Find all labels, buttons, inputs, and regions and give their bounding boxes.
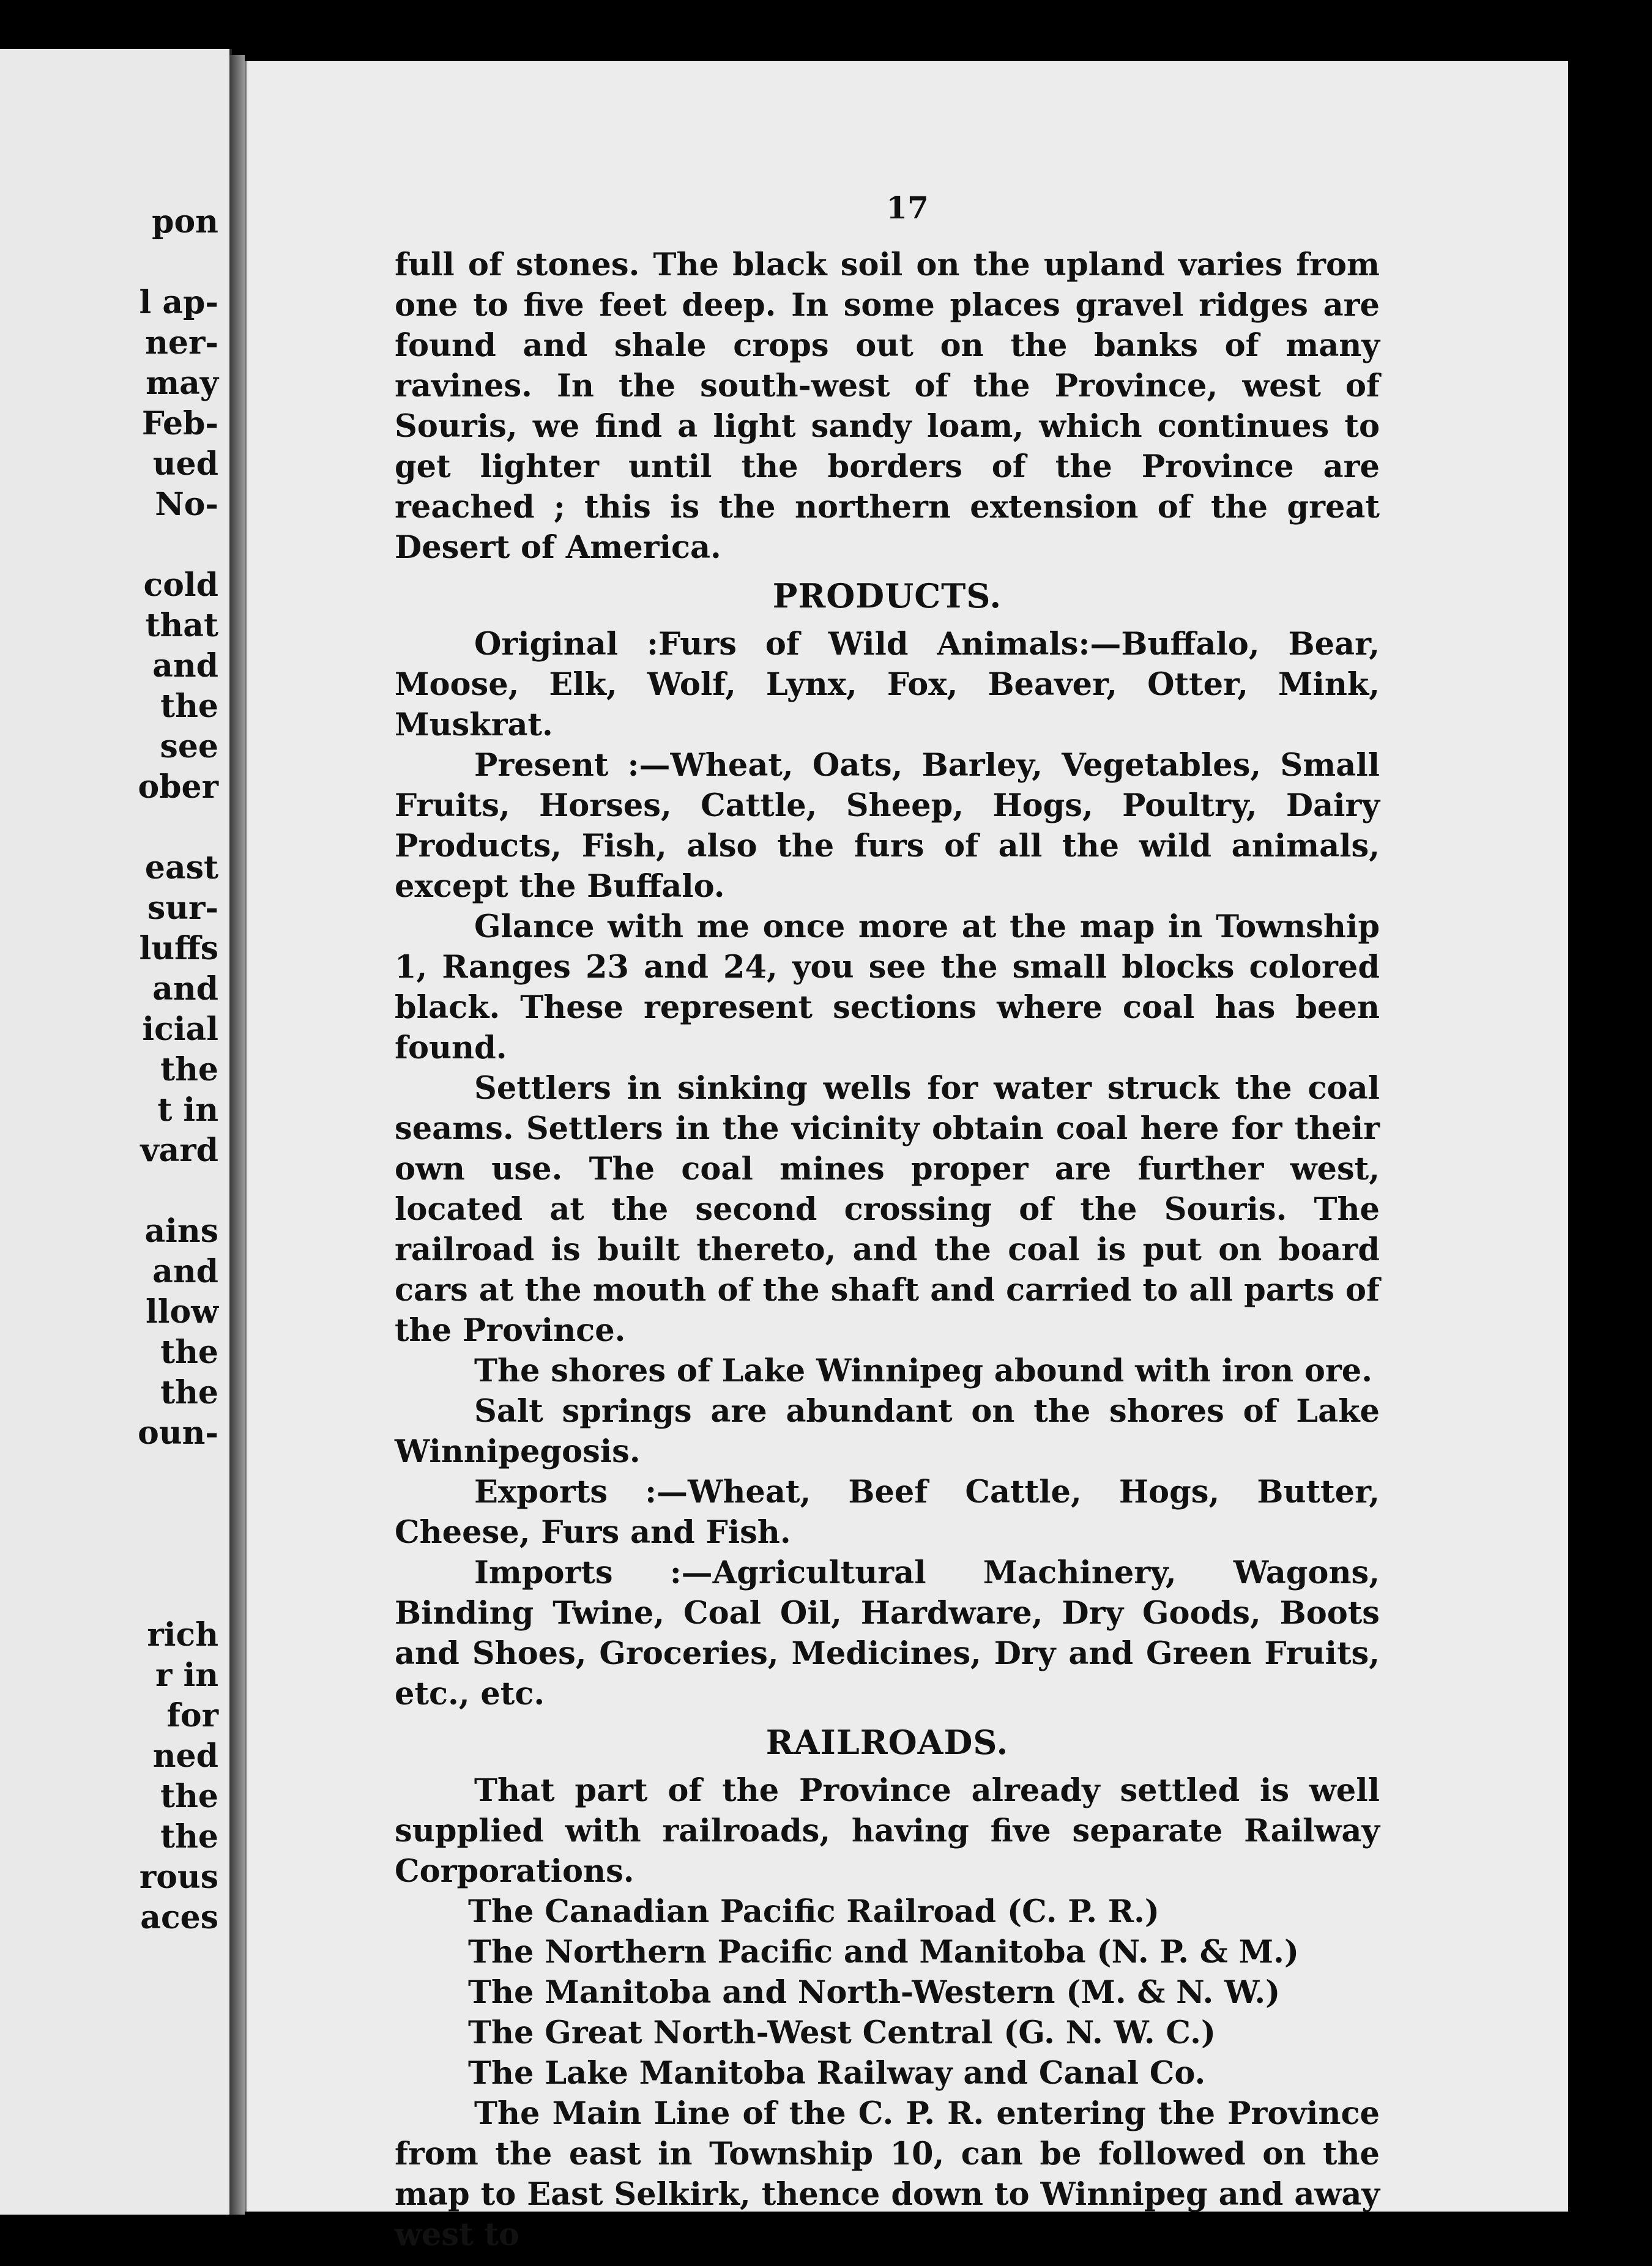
left-page-fragment: sur- xyxy=(147,890,218,927)
products-present: Present :—Wheat, Oats, Barley, Vegetables, Small Fruits, Horses, Cattle, Sheep, Hogs, Poultry, Dairy Products, Fish, also the furs of all the wild animals, except the Buffalo. xyxy=(395,747,1380,905)
left-page-fragment: may xyxy=(146,365,218,402)
left-page-fragment: r in xyxy=(155,1657,218,1694)
left-page-fragment: ains xyxy=(144,1213,218,1250)
left-page-fragment: the xyxy=(160,1334,218,1371)
products-original: Original :Furs of Wild Animals:—Buffalo, Bear, Moose, Elk, Wolf, Lynx, Fox, Beaver, Otter, Mink, Muskrat. xyxy=(395,626,1380,743)
left-page-fragment: for xyxy=(166,1697,218,1734)
book-gutter xyxy=(229,55,245,2215)
left-page-fragment: cold xyxy=(143,566,218,604)
left-page-fragment: and xyxy=(152,1253,218,1290)
left-page-fragment: see xyxy=(160,728,218,765)
left-page-fragment xyxy=(0,1454,229,1494)
left-page-fragment xyxy=(0,1575,229,1615)
left-page-fragment: vard xyxy=(140,1132,218,1169)
left-page-fragments xyxy=(0,202,229,1938)
page-number: 17 xyxy=(886,190,929,226)
left-page-fragment: llow xyxy=(146,1293,218,1331)
coal-map-paragraph: Glance with me once more at the map in Township 1, Ranges 23 and 24, you see the small blocks colored black. These represent sections where coal has been found. xyxy=(395,908,1380,1066)
left-page-fragment: icial xyxy=(142,1011,218,1048)
left-page-fragment: rich xyxy=(147,1616,218,1654)
left-page-fragment: luffs xyxy=(139,930,218,967)
left-page-fragment: No- xyxy=(155,486,218,523)
railway-list xyxy=(395,1892,1380,2093)
left-page-fragment xyxy=(0,1171,229,1211)
left-page-fragment: ned xyxy=(152,1737,218,1775)
left-page-fragment: rous xyxy=(139,1859,218,1896)
left-page-fragment: and xyxy=(152,647,218,685)
left-page-fragment xyxy=(0,1494,229,1534)
left-page-fragment: the xyxy=(160,1818,218,1856)
right-page xyxy=(245,61,1568,2253)
left-page-fragment: oun- xyxy=(138,1414,218,1452)
intro-paragraph: full of stones. The black soil on the upland varies from one to five feet deep. In some places gravel ridges are found and shale crops out on the banks of many ravines. In the south-west of the Province, west of Souris, we find a light sandy loam, which continues to get lighter until the borders of the Province are reached ; this is the northern extension of the great Desert of America. xyxy=(395,247,1380,566)
left-page-fragment xyxy=(0,242,229,283)
left-page-fragment: the xyxy=(160,688,218,725)
railway-item: The Northern Pacific and Manitoba (N. P. & M.) xyxy=(468,1934,1299,1971)
left-page-fragment xyxy=(0,525,229,565)
railway-item: The Lake Manitoba Railway and Canal Co. xyxy=(468,2055,1206,2092)
railway-item: The Great North-West Central (G. N. W. C.) xyxy=(468,2015,1216,2051)
left-page-fragment: aces xyxy=(140,1899,218,1936)
left-page-fragment: ober xyxy=(138,768,218,806)
left-page-fragment: the xyxy=(160,1778,218,1815)
left-page-fragment: t in xyxy=(157,1091,218,1129)
main-line-paragraph: The Main Line of the C. P. R. entering the Province from the east in Township 10, can be followed on the map to East Selkirk, thence down to Winnipeg and away west to xyxy=(395,2095,1380,2253)
left-page-fragment: ued xyxy=(152,445,218,483)
left-page-fragment: east xyxy=(144,849,218,886)
iron-ore-paragraph: The shores of Lake Winnipeg abound with iron ore. xyxy=(474,1353,1372,1389)
imports-paragraph: Imports :—Agricultural Machinery, Wagons, Binding Twine, Coal Oil, Hardware, Dry Goods, Boots and Shoes, Groceries, Medicines, Dry and Green Fruits, etc., etc. xyxy=(395,1555,1380,1712)
left-page-fragment xyxy=(0,1534,229,1575)
railroads-intro: That part of the Province already settled is well supplied with railroads, having five separate Railway Corporations. xyxy=(395,1772,1380,1890)
left-page-fragment: Feb- xyxy=(141,405,218,442)
railway-item: The Canadian Pacific Railroad (C. P. R.) xyxy=(468,1893,1159,1930)
salt-springs-paragraph: Salt springs are abundant on the shores of Lake Winnipegosis. xyxy=(395,1393,1380,1470)
exports-paragraph: Exports :—Wheat, Beef Cattle, Hogs, Butter, Cheese, Furs and Fish. xyxy=(395,1474,1380,1551)
left-page-fragment: ner- xyxy=(145,324,218,362)
left-page-fragment: l ap- xyxy=(139,284,218,321)
left-page-fragment xyxy=(0,808,229,848)
railway-item: The Manitoba and North-Western (M. & N. W.) xyxy=(468,1974,1281,2011)
railroads-heading: RAILROADS. xyxy=(765,1723,1009,1762)
page-text xyxy=(395,245,1380,2255)
left-page-fragment: and xyxy=(152,970,218,1008)
left-page-fragment: that xyxy=(145,607,218,644)
products-heading: PRODUCTS. xyxy=(772,576,1002,615)
left-page-fragment: the xyxy=(160,1051,218,1088)
left-page xyxy=(0,49,232,2215)
left-page-fragment: the xyxy=(160,1374,218,1411)
left-page-fragment: pon xyxy=(152,203,218,240)
coal-settlers-paragraph: Settlers in sinking wells for water struck the coal seams. Settlers in the vicinity obtain coal here for their own use. The coal mines proper are further west, located at the second crossing of the Souris. The railroad is built thereto, and the coal is put on board cars at the mouth of the shaft and carried to all parts of the Province. xyxy=(395,1070,1380,1349)
